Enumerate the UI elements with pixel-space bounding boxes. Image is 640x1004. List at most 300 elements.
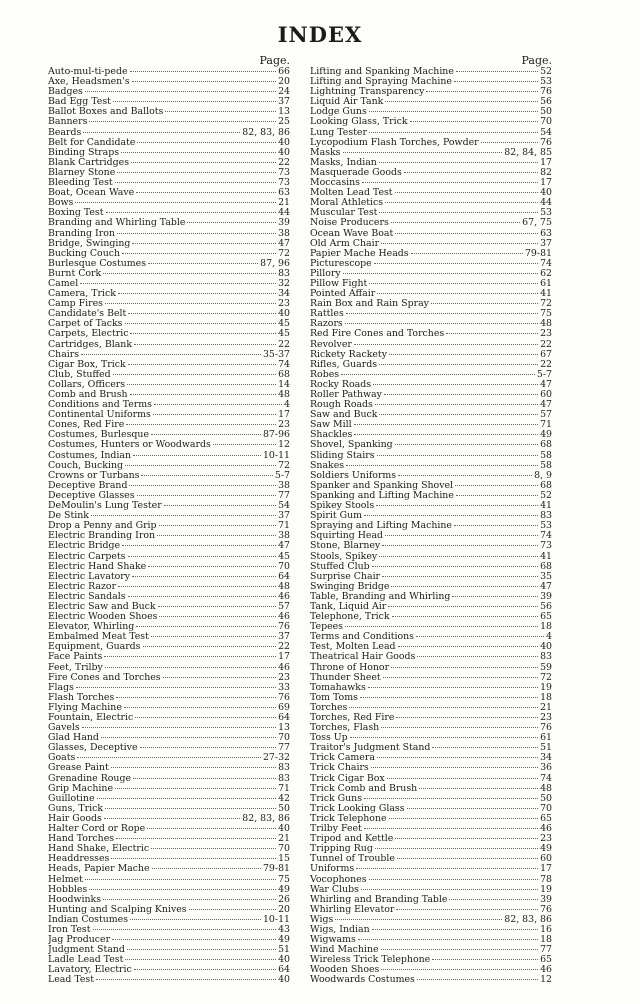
dot-leader [152, 868, 261, 869]
dot-leader [134, 344, 276, 345]
dot-leader [137, 142, 276, 143]
index-entry-name: Electric Lavatory [48, 571, 131, 582]
index-entry [48, 602, 290, 612]
dot-leader [122, 253, 276, 254]
index-entry-name: Carpet of Tacks [48, 319, 123, 330]
index-entry [310, 229, 552, 239]
index-entry-page: 75 [278, 874, 290, 885]
index-entry [310, 138, 552, 148]
page-column-header: Page. [521, 54, 552, 67]
dot-leader [452, 596, 538, 597]
dot-leader [96, 979, 276, 980]
index-entry-name: Telephone, Trick [310, 612, 390, 623]
dot-leader [153, 414, 276, 415]
index-entry-name: Burnt Cork [48, 268, 102, 279]
index-entry-page: 37 [540, 238, 552, 249]
index-entry-page: 83 [540, 652, 552, 663]
index-entry [48, 239, 290, 249]
index-entry [310, 552, 552, 562]
index-entry [310, 178, 552, 188]
index-entry-name: Branding Iron [48, 228, 115, 239]
dot-leader [117, 233, 276, 234]
index-entry [310, 804, 552, 814]
index-entry [310, 763, 552, 773]
dot-leader [368, 687, 538, 688]
index-entry [48, 178, 290, 188]
index-entry-name: Torches, Red Fire [310, 713, 395, 723]
index-entry-page: 32 [278, 278, 290, 289]
index-entry [310, 390, 552, 400]
index-entry-name: Camel [48, 278, 79, 289]
index-entry-name: Electric Razor [48, 581, 117, 592]
index-entry-page: 56 [540, 97, 552, 108]
index-entry [310, 299, 552, 309]
index-entry-page: 21 [540, 702, 552, 713]
index-entry-name: Pillory [310, 268, 341, 279]
index-entry-page: 13 [278, 723, 290, 734]
index-entry [48, 481, 290, 491]
index-entry [310, 733, 552, 743]
index-entry-name: Hunting and Scalping Knives [48, 904, 187, 915]
index-entry-page: 49 [278, 935, 290, 946]
dot-leader [372, 929, 538, 930]
index-entry [48, 289, 290, 299]
index-entry-name: Toss Up [310, 733, 348, 744]
index-entry [48, 87, 290, 97]
index-entry-page: 68 [540, 440, 552, 451]
index-entry [310, 521, 552, 531]
index-entry [48, 340, 290, 350]
index-entry [310, 430, 552, 440]
index-entry [310, 945, 552, 955]
dot-leader [354, 344, 538, 345]
dot-leader [115, 182, 276, 183]
index-entry-page: 60 [540, 854, 552, 865]
index-entry-name: Boat, Ocean Wave [48, 188, 135, 199]
index-entry-page: 40 [278, 824, 290, 835]
index-entry [310, 562, 552, 572]
index-entry-name: Masks, Indian [310, 157, 377, 168]
index-entry [310, 622, 552, 632]
index-entry [48, 440, 290, 450]
index-entry-page: 40 [540, 642, 552, 653]
index-entry-name: Blank Cartridges [48, 157, 130, 168]
index-entry [310, 663, 552, 673]
dot-leader [364, 798, 538, 799]
index-entry [310, 965, 552, 975]
index-entry-name: Squirting Head [310, 531, 384, 542]
index-entry [48, 420, 290, 430]
index-entry [48, 380, 290, 390]
index-entry-name: Shovel, Spanking [310, 440, 393, 451]
index-entry-name: Costumes, Hunters or Woodwards [48, 440, 211, 451]
index-entry-name: Deceptive Glasses [48, 490, 135, 501]
index-entry-page: 12 [540, 975, 552, 986]
index-entry [310, 279, 552, 289]
dot-leader [407, 808, 539, 809]
index-entry-page: 5-7 [274, 470, 290, 481]
index-entry-name: Robes [310, 369, 340, 380]
index-entry-page: 46 [278, 612, 290, 623]
index-entry-name: Fire Cones and Torches [48, 672, 161, 683]
dot-leader [115, 788, 276, 789]
dot-leader [481, 142, 538, 143]
dot-leader [391, 222, 520, 223]
dot-leader [122, 545, 276, 546]
index-entry-page: 40 [278, 309, 290, 320]
index-entry-page: 76 [278, 692, 290, 703]
index-entry [310, 632, 552, 642]
index-entry [48, 198, 290, 208]
dot-leader [129, 485, 276, 486]
index-entry-name: Carpets, Electric [48, 329, 129, 340]
dot-leader [97, 798, 277, 799]
index-entry-name: Whirling Elevator [310, 904, 395, 915]
dot-leader [125, 959, 276, 960]
index-entry [48, 864, 290, 874]
index-entry-page: 70 [278, 561, 290, 572]
dot-leader [398, 646, 539, 647]
index-entry-page: 23 [278, 672, 290, 683]
index-entry-name: Equipment, Guards [48, 642, 141, 653]
index-entry [48, 329, 290, 339]
index-entry-page: 77 [278, 743, 290, 754]
index-entry-page: 42 [278, 793, 290, 804]
dot-leader [133, 455, 261, 456]
index-entry-name: Costumes, Burlesque [48, 430, 149, 441]
index-entry-page: 83 [278, 773, 290, 784]
dot-leader [121, 152, 276, 153]
dot-leader [93, 929, 277, 930]
dot-leader [136, 626, 276, 627]
index-entry-page: 45 [278, 319, 290, 330]
index-entry-page: 45 [278, 329, 290, 340]
index-entry [48, 834, 290, 844]
index-entry [48, 723, 290, 733]
index-entry-name: Lycopodium Flash Torches, Powder [310, 137, 479, 148]
index-entry-page: 61 [540, 278, 552, 289]
index-entry [310, 753, 552, 763]
index-entry [48, 693, 290, 703]
index-entry-page: 22 [278, 642, 290, 653]
dot-leader [128, 556, 277, 557]
index-entry [310, 713, 552, 723]
dot-leader [416, 636, 544, 637]
dot-leader [105, 303, 276, 304]
index-entry-name: Masquerade Goods [310, 167, 402, 178]
index-entry-name: Embalmed Meat Test [48, 632, 149, 643]
index-entry-name: De Stink [48, 511, 89, 522]
index-entry [48, 612, 290, 622]
index-entry [48, 158, 290, 168]
index-entry-page: 77 [278, 490, 290, 501]
index-entry [310, 511, 552, 521]
index-entry [48, 188, 290, 198]
index-entry-page: 14 [278, 379, 290, 390]
dot-leader [111, 767, 276, 768]
index-entry-name: Hobbles [48, 884, 88, 895]
index-entry-name: Conditions and Terms [48, 400, 152, 411]
dot-leader [140, 747, 277, 748]
index-entry-page: 46 [278, 662, 290, 673]
index-entry [48, 673, 290, 683]
dot-leader [85, 91, 276, 92]
index-entry-name: Tomahawks [310, 682, 366, 693]
index-entry-name: Masks [310, 147, 341, 158]
dot-leader [130, 333, 276, 334]
index-entry-page: 19 [540, 682, 552, 693]
index-entry-page: 87-96 [262, 430, 290, 441]
index-entry [48, 360, 290, 370]
dot-leader [449, 899, 538, 900]
index-entry-page: 46 [278, 591, 290, 602]
index-entry-page: 48 [540, 783, 552, 794]
index-entry-page: 64 [278, 571, 290, 582]
index-entry [310, 340, 552, 350]
index-entry [310, 188, 552, 198]
index-entry-name: Hoodwinks [48, 894, 102, 905]
index-entry-name: Goats [48, 753, 76, 764]
index-entry-name: Cartridges, Blank [48, 339, 133, 350]
dot-leader [375, 404, 538, 405]
index-entry [48, 622, 290, 632]
index-entry-page: 38 [278, 480, 290, 491]
index-entry-name: Guns, Trick [48, 803, 104, 814]
index-entry-name: Guillotine [48, 793, 95, 804]
index-entry-name: Cones, Red Fire [48, 420, 125, 431]
dot-leader [104, 818, 240, 819]
index-entry-name: Picturescope [310, 258, 372, 269]
index-entry [310, 400, 552, 410]
dot-leader [454, 81, 538, 82]
index-entry [48, 562, 290, 572]
dot-leader [396, 717, 538, 718]
index-entry [310, 642, 552, 652]
index-entry-page: 73 [278, 178, 290, 189]
index-entry [48, 511, 290, 521]
index-entry [310, 471, 552, 481]
index-entry [48, 652, 290, 662]
index-entry [48, 875, 290, 885]
index-entry-page: 50 [540, 793, 552, 804]
index-entry [48, 77, 290, 87]
index-entry [48, 117, 290, 127]
index-entry [48, 370, 290, 380]
index-entry-name: Wigs [310, 914, 334, 925]
index-entry [48, 229, 290, 239]
index-entry-page: 53 [540, 77, 552, 88]
index-entry-name: Terms and Conditions [310, 632, 414, 643]
index-entry-name: Moccasins [310, 178, 360, 189]
index-entry-name: Badges [48, 87, 83, 98]
dot-leader [369, 132, 538, 133]
index-entry-page: 20 [278, 77, 290, 88]
index-entry-name: Ladle Lead Test [48, 955, 124, 966]
index-entry-name: Binding Straps [48, 147, 120, 158]
index-entry-page: 39 [278, 218, 290, 229]
dot-leader [113, 101, 276, 102]
index-entry-page: 17 [278, 652, 290, 663]
index-entry-name: Hair Goods [48, 813, 102, 824]
index-entry-page: 73 [540, 541, 552, 552]
index-entry-page: 34 [540, 753, 552, 764]
index-entry [48, 572, 290, 582]
dot-leader [132, 243, 276, 244]
dot-leader [89, 889, 276, 890]
index-entry [310, 774, 552, 784]
dot-leader [101, 737, 276, 738]
index-entry-name: Hand Shake, Electric [48, 844, 150, 855]
index-entry-page: 17 [540, 178, 552, 189]
dot-leader [128, 596, 276, 597]
index-entry-name: Wireless Trick Telephone [310, 955, 431, 966]
index-entry [310, 592, 552, 602]
index-entry-page: 41 [540, 501, 552, 512]
index-entry-page: 82, 83, 86 [242, 813, 290, 824]
dot-leader [382, 545, 538, 546]
dot-leader [82, 727, 276, 728]
index-entry-page: 17 [540, 157, 552, 168]
index-entry-name: Couch, Bucking [48, 460, 123, 471]
index-entry-page: 37 [278, 511, 290, 522]
index-entry-page: 79-81 [262, 864, 290, 875]
index-entry [310, 97, 552, 107]
index-entry-name: Stone, Blarney [310, 541, 381, 552]
index-entry [48, 854, 290, 864]
index-entry [310, 218, 552, 228]
index-entry-name: Beards [48, 127, 82, 138]
index-entry [310, 77, 552, 87]
dot-leader [341, 374, 535, 375]
index-entry-name: Torches [310, 702, 348, 713]
index-entry [310, 420, 552, 430]
index-entry [310, 541, 552, 551]
index-entry-page: 68 [540, 561, 552, 572]
index-entry [48, 955, 290, 965]
index-entry-name: Wind Machine [310, 945, 379, 956]
index-entry [310, 410, 552, 420]
dot-leader [454, 525, 538, 526]
dot-leader [419, 788, 538, 789]
index-entry-page: 10-11 [262, 450, 290, 461]
dot-leader [391, 586, 538, 587]
index-entry-name: Thunder Sheet [310, 672, 381, 683]
index-entry [48, 804, 290, 814]
index-entry [48, 885, 290, 895]
index-entry-page: 70 [540, 117, 552, 128]
dot-leader [456, 71, 538, 72]
index-entry [310, 814, 552, 824]
index-entry-page: 49 [540, 844, 552, 855]
index-entry-name: Pointed Affair [310, 289, 376, 300]
dot-leader [116, 838, 276, 839]
dot-leader [346, 465, 538, 466]
index-entry-page: 71 [278, 521, 290, 532]
dot-leader [134, 969, 276, 970]
dot-leader [163, 677, 276, 678]
dot-leader [103, 273, 276, 274]
index-entry-page: 13 [278, 107, 290, 118]
dot-leader [446, 333, 538, 334]
index-entry-page: 74 [540, 258, 552, 269]
dot-leader [369, 283, 538, 284]
index-entry [310, 572, 552, 582]
index-entry-page: 65 [540, 612, 552, 623]
index-entry-name: Blarney Stone [48, 167, 116, 178]
dot-leader [112, 939, 276, 940]
index-entry [310, 531, 552, 541]
index-entry-name: DeMoulin's Lung Tester [48, 501, 162, 512]
index-entry-name: Vocophones [310, 874, 367, 885]
index-entry [48, 975, 290, 985]
index-entry-name: Deceptive Brand [48, 480, 128, 491]
index-entry-page: 51 [540, 743, 552, 754]
index-entry-name: Tunnel of Trouble [310, 854, 395, 865]
index-entry-name: Theatrical Hair Goods [310, 652, 416, 663]
dot-leader [431, 303, 538, 304]
index-entry-name: Candidate's Belt [48, 309, 127, 320]
dot-leader [151, 434, 261, 435]
index-entry-name: Trick Comb and Brush [310, 783, 418, 794]
index-entry [48, 753, 290, 763]
index-entry-name: Spanker and Spanking Shovel [310, 480, 454, 491]
dot-leader [364, 515, 538, 516]
index-entry [310, 582, 552, 592]
index-entry [48, 925, 290, 935]
index-entry-page: 21 [278, 198, 290, 209]
dot-leader [132, 576, 276, 577]
dot-leader [360, 697, 538, 698]
index-entry [310, 501, 552, 511]
dot-leader [411, 253, 523, 254]
dot-leader [397, 858, 538, 859]
dot-leader [76, 687, 276, 688]
dot-leader [137, 495, 277, 496]
index-entry-page: 12 [278, 440, 290, 451]
index-entry [48, 138, 290, 148]
index-entry [48, 461, 290, 471]
index-entry-page: 57 [540, 410, 552, 421]
index-entry-page: 5-7 [536, 369, 552, 380]
dot-leader [379, 212, 538, 213]
index-entry-name: Muscular Test [310, 208, 378, 219]
index-entry-name: Headdresses [48, 854, 110, 865]
index-entry [310, 350, 552, 360]
index-entry-name: Papier Mache Heads [310, 248, 409, 259]
dot-leader [358, 939, 538, 940]
index-entry [310, 905, 552, 915]
index-entry [48, 218, 290, 228]
index-entry [310, 875, 552, 885]
index-entry-page: 78 [540, 874, 552, 885]
index-entry-page: 87, 96 [260, 258, 290, 269]
dot-leader [398, 475, 532, 476]
index-entry [310, 117, 552, 127]
index-entry-page: 18 [540, 622, 552, 633]
index-entry-page: 25 [278, 117, 290, 128]
index-entry-name: Glad Hand [48, 733, 99, 744]
dot-leader [141, 475, 272, 476]
index-entry [310, 895, 552, 905]
dot-leader [385, 202, 538, 203]
index-column-right [310, 54, 552, 986]
index-entry-page: 56 [540, 601, 552, 612]
index-entry-name: Trick Chairs [310, 763, 369, 774]
index-entry-page: 57 [278, 601, 290, 612]
dot-leader [346, 313, 538, 314]
index-entry [310, 652, 552, 662]
index-entry-name: Old Arm Chair [310, 238, 380, 249]
